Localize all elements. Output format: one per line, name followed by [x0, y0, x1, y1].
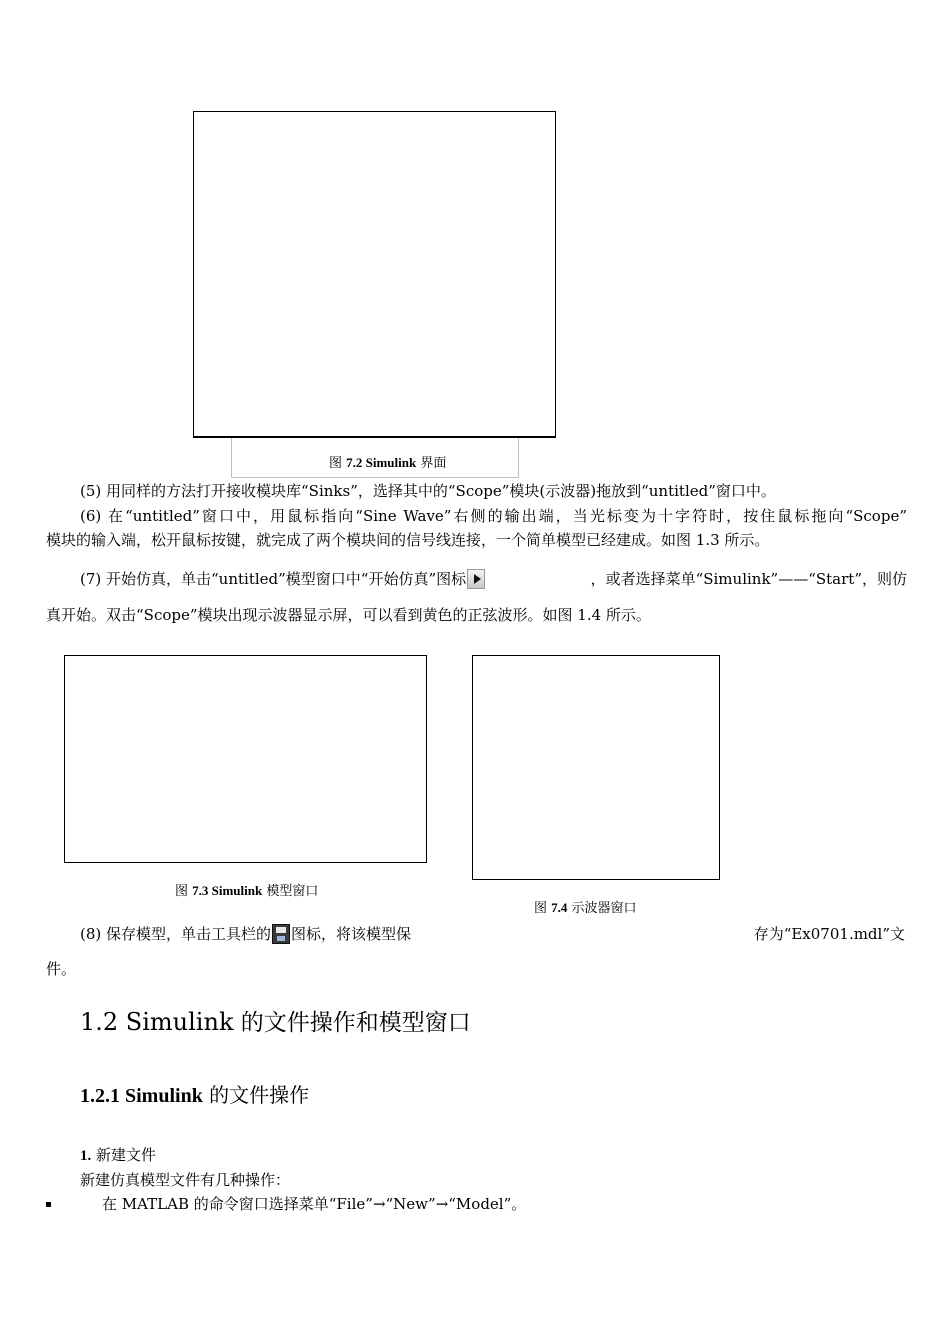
paragraph-step-8-line-2: 件。	[46, 960, 77, 978]
item-number: 1.	[80, 1148, 92, 1164]
bullet-item-file-new-model: 在 MATLAB 的命令窗口选择菜单“File”→“New”→“Model”。	[102, 1195, 527, 1213]
figure-7-3-image	[64, 655, 427, 863]
step-8-text-mid: 图标，将该模型保	[291, 925, 412, 943]
paragraph-step-8-line-1	[80, 923, 411, 945]
paragraph-step-5: (5) 用同样的方法打开接收模块库“Sinks”，选择其中的“Scope”模块(示波器)拖放到“untitled”窗口中。	[80, 482, 776, 500]
caption-prefix: 图	[175, 884, 193, 899]
subsection-heading-1-2-1	[80, 1079, 309, 1108]
item-heading-new-file	[80, 1144, 156, 1167]
paragraph-step-6-line-1: (6) 在“untitled”窗口中，用鼠标指向“Sine Wave”右侧的输出端，当光标变为十字符时，按住鼠标拖向“Scope”	[80, 507, 907, 525]
item-title: 新建文件	[91, 1146, 157, 1164]
step-8-text-right: 存为“Ex0701.mdl”文	[753, 925, 905, 943]
section-heading-1-2	[80, 1004, 471, 1037]
caption-title: 模型窗口	[262, 884, 319, 899]
paragraph-step-7-line-2: 真开始。双击“Scope”模块出现示波器显示屏，可以看到黄色的正弦波形。如图 1.4 所示。	[46, 606, 651, 624]
bullet-square-icon	[46, 1202, 51, 1207]
figure-7-2-caption	[329, 452, 446, 471]
caption-prefix: 图	[329, 456, 347, 471]
step-8-text-before: (8) 保存模型，单击工具栏的	[80, 925, 272, 943]
step-7-text-after: ，或者选择菜单“Simulink”——“Start”，则仿	[590, 570, 907, 588]
heading-number: 1.2.1 Simulink	[80, 1085, 203, 1107]
figure-7-4-image	[472, 655, 720, 880]
save-icon-label	[276, 927, 286, 933]
caption-prefix: 图	[534, 901, 552, 916]
caption-number: 7.4	[551, 900, 568, 915]
paragraph-step-6-line-2: 模块的输入端，松开鼠标按键，就完成了两个模块间的信号线连接，一个简单模型已经建成。如图 1.3 所示。	[46, 531, 770, 549]
caption-number: 7.2 Simulink	[346, 455, 417, 470]
step-7-text-before: (7) 开始仿真，单击“untitled”模型窗口中“开始仿真”图标	[80, 570, 467, 588]
heading-title: 的文件操作	[202, 1083, 310, 1107]
new-file-intro: 新建仿真模型文件有几种操作：	[80, 1171, 291, 1189]
heading-number: 1.2 Simulink	[80, 1008, 234, 1036]
save-disk-icon	[272, 924, 290, 944]
figure-7-3-caption	[175, 880, 318, 899]
start-simulation-icon	[467, 569, 485, 589]
save-icon-shutter	[277, 936, 285, 941]
caption-number: 7.3 Simulink	[192, 883, 263, 898]
figure-7-2-image	[193, 111, 556, 438]
caption-title: 示波器窗口	[567, 901, 637, 916]
step-7-text-a	[80, 568, 486, 590]
figure-7-4-caption	[534, 897, 637, 916]
heading-title: 的文件操作和模型窗口	[233, 1010, 471, 1036]
play-triangle	[474, 574, 481, 584]
caption-title: 界面	[416, 456, 447, 471]
paragraph-step-7-line-1	[80, 568, 907, 590]
